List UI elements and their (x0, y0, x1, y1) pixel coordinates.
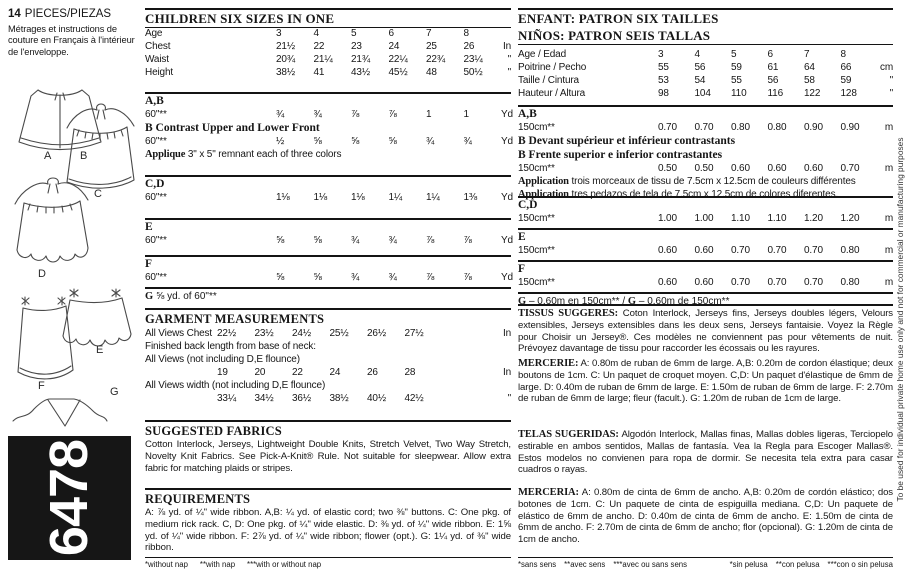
footnote: *sin pelusa (729, 560, 768, 569)
yardage-row: 150cm** 1.00 1.00 1.10 1.10 1.20 1.20 m (518, 213, 893, 224)
section-suggested-fabrics (145, 420, 511, 474)
g-yardage-line: G – 0.60m en 150cm** / G – 0.60m de 150cm** (518, 296, 730, 307)
pattern-number-box (8, 436, 131, 560)
table-row: Poitrine / Pecho 55 56 59 61 64 66 cm (518, 62, 893, 73)
section-header: E (145, 221, 153, 233)
section-header: F (145, 258, 153, 270)
table-row: Hauteur / Altura 98 104 110 116 122 128 " (518, 88, 893, 99)
measure-row: 19 20 22 24 26 28 In (145, 366, 511, 379)
english-footnotes (145, 557, 511, 570)
footnote: *without nap (145, 560, 188, 569)
footnotes-french (518, 560, 687, 570)
section-header: B Devant supérieur et inférieur contrastants (518, 135, 736, 147)
view-label-d: D (38, 268, 46, 280)
applique-note: Applique 3" x 5" remnant each of three colors (145, 149, 342, 160)
spacer (145, 392, 217, 405)
pieces-number: 14 (8, 8, 21, 20)
view-label-f: F (38, 380, 45, 392)
table-row: Chest 21½ 22 23 24 25 26 In (145, 41, 511, 52)
section-title: GARMENT MEASUREMENTS (145, 312, 325, 326)
foreign-footnotes (518, 557, 893, 570)
footnotes-spanish (730, 560, 893, 570)
footnote: **with nap (199, 560, 236, 569)
view-label-c: C (94, 188, 102, 200)
yardage-row: 150cm** 0.60 0.60 0.70 0.70 0.70 0.80 m (518, 277, 893, 288)
title-french: ENFANT: PATRON SIX TAILLES (518, 11, 719, 26)
section-title: SUGGESTED FABRICS (145, 424, 282, 438)
foreign-section-e (518, 228, 893, 257)
merceria-paragraph: MERCERIA: A: 0.80m de cinta de 6mm de ancho. A,B: 0.20m de cordón elástico; dos botones de 1cm. C: Un paquete de cinta de espiguilla mediana. C,D: Un paquete de elástico de 6mm de ancho. D: 0.40m de cinta de 6mm de ancho. E: 1.50m de cinta de 6mm de ancho. F: 2.70m de cinta de 6mm de ancho; flor (opcional). G: 1.20m de cinta de 1cm de ancho. (518, 487, 893, 546)
section-requirements (145, 488, 511, 554)
view-g-drawing (10, 390, 110, 432)
foreign-column (518, 8, 893, 574)
mercerie-paragraph: MERCERIE: A: 0.80m de ruban de 6mm de large. A,B: 0.20m de cordon élastique; deux boutons de 1cm. C: Un paquet de croquet moyen. C,D: Un paquet d'élastique de 6mm de large. D: 0.40m de ruban de 6mm de large. E: 1.50m de ruban de 6mm de large. F: 2.70m de ruban de 6mm de large; fleur (facult.). G: 1.20m de ruban de 1cm de large. (518, 358, 893, 405)
yardage-row: 150cm** 0.70 0.70 0.80 0.80 0.90 0.90 m (518, 122, 893, 133)
application-note-fr: Application trois morceaux de tissu de 7.5cm x 12.5cm de couleurs différentes (518, 176, 856, 187)
footnote: ***avec ou sans sens (613, 560, 688, 569)
footnote: ***with or without nap (247, 560, 322, 569)
section-header: C,D (518, 199, 538, 211)
view-label-b: B (80, 150, 88, 162)
footnote: ***con o sin pelusa (827, 560, 893, 569)
left-panel (8, 8, 140, 574)
english-size-table (145, 27, 511, 79)
tissus-paragraph: TISSUS SUGGERES: Coton Interlock, Jerseys fins, Jerseys doubles légers, Velours extensibles, Jerseys extensibles dans les deux sens, Jerseys fantaisie. Voyez la Règle pour Choisir un Jersey®. Ces modèles ne conviennent pas pour vêtements de nuit. Prévoyez davantage de tissu pour raccorder les écossais ou les rayures. (518, 308, 893, 355)
section-f (145, 255, 511, 284)
section-title: REQUIREMENTS (145, 492, 251, 506)
foreign-section-cd (518, 196, 893, 225)
table-row: Age / Edad 3 4 5 6 7 8 (518, 49, 846, 60)
view-f-drawing (16, 294, 76, 390)
title-spanish: NIÑOS: PATRON SEIS TALLAS (518, 27, 893, 45)
foreign-size-table (518, 48, 893, 100)
section-header: B Contrast Upper and Lower Front (145, 122, 320, 134)
pieces-label: PIECES/PIEZAS (24, 8, 112, 20)
section-cd (145, 175, 511, 204)
measure-note: Finished back length from base of neck: (145, 341, 316, 352)
pieces-count (8, 8, 140, 21)
section-tissus (518, 304, 893, 355)
footnote: **avec sens (564, 560, 606, 569)
section-ab (145, 92, 511, 161)
yardage-row: 60"** 1⅛ 1⅛ 1⅛ 1¼ 1¼ 1⅜ Yd (145, 192, 513, 203)
telas-title: TELAS SUGERIDAS: (518, 429, 619, 440)
section-merceria (518, 487, 893, 546)
measure-note: All Views (not including D,E flounce) (145, 354, 300, 365)
measure-row: 33¼ 34½ 36½ 38½ 40½ 42½ " (145, 392, 511, 405)
foreign-section-f (518, 260, 893, 289)
section-header: B Frente superior e inferior contrastantes (518, 149, 723, 161)
table-row: Height 38½ 41 43½ 45½ 48 50½ " (145, 67, 511, 78)
section-e (145, 218, 511, 247)
pattern-number: 6478 (39, 439, 100, 557)
section-header: E (518, 231, 526, 243)
view-label-e: E (96, 344, 104, 356)
spacer (145, 366, 217, 379)
yardage-row: 150cm** 0.60 0.60 0.70 0.70 0.70 0.80 m (518, 245, 893, 256)
footnote: *sans sens (518, 560, 557, 569)
yardage-row: 150cm** 0.50 0.50 0.60 0.60 0.60 0.70 m (518, 163, 893, 174)
yardage-row: 60"** ½ ⅝ ⅝ ⅝ ¾ ¾ Yd (145, 136, 513, 147)
table-row: Age 3 4 5 6 7 8 (145, 28, 469, 39)
mercerie-title: MERCERIE: (518, 358, 579, 369)
section-header: A,B (145, 95, 164, 107)
section-header: A,B (518, 108, 537, 120)
foreign-section-ab (518, 105, 893, 201)
english-title: CHILDREN SIX SIZES IN ONE (145, 11, 335, 26)
edge-usage-note: To be used for individual private home use only and not for commercial or manufacturing purposes (895, 137, 905, 502)
g-yardage-line: G ⅝ yd. of 60"** (145, 291, 217, 302)
view-d-drawing (12, 164, 100, 270)
tissus-title: TISSUS SUGGERES: (518, 308, 619, 319)
section-header: C,D (145, 178, 165, 190)
measure-note: All Views width (not including D,E flounce) (145, 380, 326, 391)
table-row: Waist 20¾ 21¼ 21¾ 22¼ 22¾ 23¼ " (145, 54, 511, 65)
requirements-body: A: ⅞ yd. of ¼" wide ribbon. A,B: ¼ yd. of elastic cord; two ⅜" buttons. C: One pkg. of medium rick rack. C, D: One pkg. of ¼" wide elastic. D: ⅜ yd. of ¼" wide ribbon. E: 1⅝ yd. of ¼" wide ribbon. F: 2⅞ yd. of ¼" wide ribbon; flower (opt.). G: 1¼ yd. of ⅜" wide ribbon. (145, 507, 511, 554)
foreign-title-block (518, 8, 893, 45)
yardage-row: 60"** ⅝ ⅝ ¾ ¾ ⅞ ⅞ Yd (145, 235, 513, 246)
merceria-title: MERCERIA: (518, 487, 579, 498)
section-header: F (518, 263, 526, 275)
view-label-g: G (110, 386, 119, 398)
section-garment-measurements (145, 308, 511, 405)
telas-paragraph: TELAS SUGERIDAS: Algodón Interlock, Mallas finas, Mallas dobles ligeras, Terciopelo estirable en ambos sentidos, Mallas de fantasía. Vea la Regla para Escoger Mallas®. Estos modelos no convienen para ropa de dormir. Se necesita tela extra para casar cuadros o rayas. (518, 429, 893, 476)
footnote: **con pelusa (775, 560, 820, 569)
application-note-es: Application tres pedazos de tela de 7.5cm x 12.5cm de colores diferentes. (518, 189, 839, 200)
section-g (145, 287, 511, 303)
english-title-block (145, 8, 511, 28)
table-row: Taille / Cintura 53 54 55 56 58 59 " (518, 75, 893, 86)
section-mercerie (518, 358, 893, 405)
section-telas (518, 429, 893, 476)
yardage-row: 60"** ⅝ ⅝ ¾ ¾ ⅞ ⅞ Yd (145, 272, 513, 283)
yardage-row: 60"** ¾ ¾ ⅞ ⅞ 1 1 Yd (145, 109, 513, 120)
french-note: Métrages et instructions de couture en Français à l'intérieur de l'enveloppe. (8, 24, 135, 57)
measure-row: All Views Chest 22½ 23½ 24½ 25½ 26½ 27½ In (145, 328, 511, 339)
view-label-a: A (44, 150, 52, 162)
fabrics-body: Cotton Interlock, Jerseys, Lightweight Double Knits, Stretch Velvet, Two Way Stretch, Novelty Knit Fabrics. See Pick-A-Knit® Rule. Not suitable for sleepwear. Allow extra fabric for matching plaids or stripes. (145, 439, 511, 474)
english-column (145, 8, 511, 574)
